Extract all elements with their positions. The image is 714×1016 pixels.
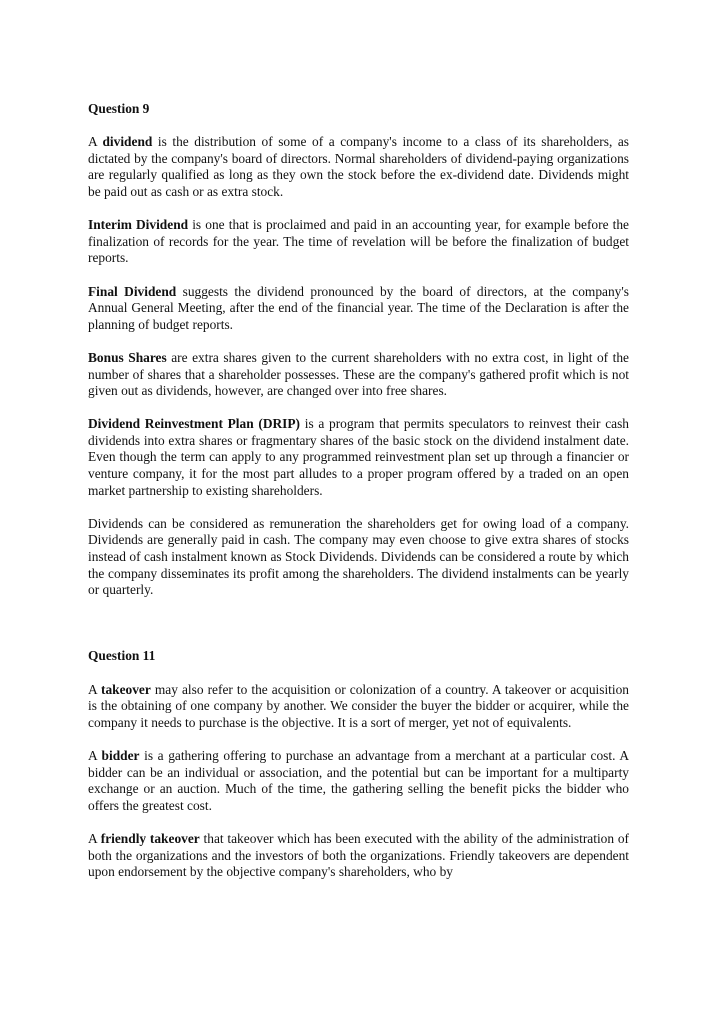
paragraph-interim-dividend	[88, 217, 629, 267]
paragraph-text: is a gathering offering to purchase an advantage from a merchant at a particular cost. A bidder can be an individual or association, and the potential but can be important for a multiparty exchange or an auction. Much of the time, the gathering selling the benefit picks the bidder who offers the greatest cost.	[88, 747, 629, 813]
term-friendly-takeover: friendly takeover	[100, 830, 200, 846]
paragraph-drip	[88, 416, 629, 499]
paragraph-text: may also refer to the acquisition or colonization of a country. A takeover or acquisition is the obtaining of one company by another. We consider the buyer the bidder or acquirer, while the company it needs to purchase is the objective. It is a sort of merger, yet not of equivalents.	[88, 681, 629, 730]
paragraph-prefix: A	[88, 830, 101, 846]
paragraph-prefix: A	[88, 134, 103, 150]
term-takeover: takeover	[100, 681, 151, 697]
paragraph-text: Dividends can be considered as remuneration the shareholders get for owing load of a company. Dividends are generally paid in cash. The company may even choose to give extra shares of stocks instead of cash instalment known as Stock Dividends. Dividends can be considered a route by which the company disseminates its profit among the shareholders. The dividend instalments can be yearly or quarterly.	[88, 515, 629, 598]
section-heading-question-11: Question 11	[88, 648, 156, 664]
paragraph-prefix: A	[88, 681, 101, 697]
paragraph-dividend	[88, 134, 629, 200]
paragraph-prefix: A	[88, 747, 102, 763]
paragraph-takeover	[88, 682, 629, 732]
section-spacer	[88, 615, 629, 648]
paragraph-friendly-takeover	[88, 831, 629, 881]
paragraph-text: that takeover which has been executed with the ability of the administration of both the organizations and the investors of both the organizations. Friendly takeovers are dependent upon endorsement by the objective company's shareholders, who by	[88, 830, 630, 880]
term-dividend: dividend	[102, 134, 153, 150]
term-bonus-shares: Bonus Shares	[88, 349, 167, 365]
term-interim-dividend: Interim Dividend	[88, 217, 189, 233]
paragraph-bonus-shares	[88, 350, 629, 400]
term-bidder: bidder	[101, 747, 140, 763]
term-final-dividend: Final Dividend	[88, 283, 177, 299]
section-heading-question-9: Question 9	[88, 101, 150, 116]
paragraph-final-dividend	[88, 284, 629, 334]
document-page	[88, 101, 629, 897]
paragraph-text: suggests the dividend pronounced by the board of directors, at the company's Annual General Meeting, after the end of the financial year. The time of the Declaration is after the planning of budget reports.	[88, 283, 630, 332]
term-drip: Dividend Reinvestment Plan (DRIP)	[88, 416, 301, 432]
paragraph-text: is the distribution of some of a company's income to a class of its shareholders, as dictated by the company's board of directors. Normal shareholders of dividend-paying organizations are regularly qualified as long as they own the stock before the ex-dividend date. Dividends might be paid out as cash or as extra stock.	[88, 134, 629, 199]
paragraph-text: are extra shares given to the current shareholders with no extra cost, in light of the number of shares that a shareholder possesses. These are the company's gathered profit which is not given out as dividends, however, are changed over into free shares.	[88, 349, 629, 399]
paragraph-dividends-summary	[88, 516, 629, 599]
paragraph-text: is a program that permits speculators to reinvest their cash dividends into extra shares or fragmentary shares of the basic stock on the dividend instalment date. Even though the term can apply to any programmed reinvestment plan set up through a financier or venture company, it for the most part alludes to a proper program offered by a traded on an open market partnership to existing shareholders.	[88, 416, 629, 498]
paragraph-text: is one that is proclaimed and paid in an accounting year, for example before the finalization of records for the year. The time of revelation will be before the finalization of budget reports.	[88, 217, 629, 266]
paragraph-bidder	[88, 748, 629, 814]
